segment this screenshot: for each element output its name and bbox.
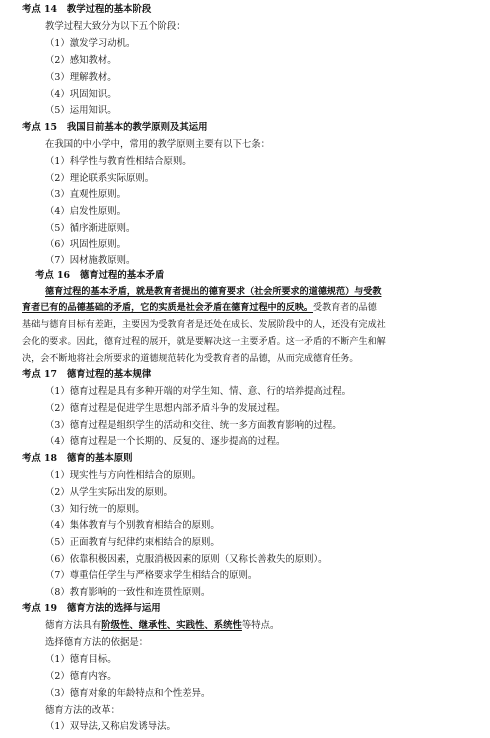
paragraph-line: 会化的要求。因此，德育过程的展开，就是要解决这一主要矛盾。这一矛盾的不断产生和解 [22,337,386,347]
heading-number: 考点 19 [22,603,58,614]
list-item: （4）巩固知识。 [45,89,117,100]
list-item: （5）正面教育与纪律约束相结合的原则。 [45,537,220,548]
list-item: （6）巩固性原则。 [45,239,126,250]
heading-number: 考点 17 [22,369,58,380]
heading-title: 德育的基本原则 [66,453,133,464]
list-item: （3）直观性原则。 [45,189,126,200]
paragraph-line [22,300,488,316]
section-heading-16 [35,268,490,284]
list-item: （2）感知教材。 [45,55,117,66]
heading-number: 考点 18 [22,453,58,464]
list-item: （5）循序渐进原则。 [45,223,136,234]
heading-number: 考点 15 [22,122,58,133]
list-item: （1）科学性与教育性相结合原则。 [45,156,192,167]
list-item: （4）德育过程是一个长期的、反复的、逐步提高的过程。 [45,436,286,447]
paragraph: 选择德育方法的依据是： [45,637,149,648]
heading-title: 教学过程的基本阶段 [66,4,152,15]
section-heading-19 [22,601,490,617]
heading-title: 德育方法的选择与运用 [66,603,161,614]
list-item: （3）德育过程是组织学生的活动和交往、统一多方面教育影响的过程。 [45,420,342,431]
list-item: （3）知行统一的原则。 [45,504,145,515]
list-item: （1）激发学习动机。 [45,38,136,49]
paragraph: 德育方法的改革： [45,705,121,716]
section-heading-14 [22,2,490,18]
paragraph-line: 基础与德育目标有差距，主要因为受教育者是还处在成长、发展阶段中的人，还没有完成社 [22,320,386,330]
list-item: （2）从学生实际出发的原则。 [45,487,173,498]
paragraph-text: 受教育者的品德 [313,303,377,313]
section-heading-17 [22,367,490,383]
heading-title: 德育过程的基本规律 [66,369,152,380]
list-item: （7）尊重信任学生与严格要求学生相结合的原则。 [45,570,258,581]
list-item: （3）德育对象的年龄特点和个性差异。 [45,688,211,699]
section-heading-15 [22,120,490,136]
section-heading-18 [22,451,490,467]
list-item: （7）因材施教原则。 [45,255,136,266]
heading-number: 考点 14 [22,4,58,15]
heading-title: 我国目前基本的教学原则及其运用 [66,122,208,133]
list-item: （1）德育过程是具有多种开端的对学生知、情、意、行的培养提高过程。 [45,386,351,397]
list-item: （1）双导法,又称启发诱导法。 [45,721,176,732]
paragraph-text: 德育方法具有 [45,620,102,631]
list-item: （2）德育过程是促进学生思想内部矛盾斗争的发展过程。 [45,403,286,414]
emphasis-text: 育者已有的品德基础的矛盾，它的实质是社会矛盾在德育过程中的反映。 [22,302,314,313]
list-item: （1）德育目标。 [45,654,117,665]
heading-title: 德育过程的基本矛盾 [79,270,165,281]
paragraph-line [45,618,490,634]
list-item: （4）启发性原则。 [45,206,126,217]
paragraph-text: 等特点。 [241,620,280,631]
emphasis-text: 阶级性、继承性、实践性、系统性 [101,620,242,631]
paragraph: 在我国的中小学中，常用的教学原则主要有以下七条： [45,139,271,150]
paragraph-line: 决，会不断地将社会所要求的道德规范转化为受教育者的品德，从而完成德育任务。 [22,354,359,364]
list-item: （2）理论联系实际原则。 [45,173,155,184]
list-item: （2）德育内容。 [45,671,117,682]
heading-number: 考点 16 [35,270,71,281]
list-item: （3）理解教材。 [45,72,117,83]
emphasis-text: 德育过程的基本矛盾，就是教育者提出的德育要求（社会所要求的道德规范）与受教 [45,286,382,297]
list-item: （6）依靠积极因素，克服消极因素的原则（又称长善救失的原则）。 [45,554,328,565]
list-item: （1）现实性与方向性相结合的原则。 [45,470,201,481]
list-item: （5）运用知识。 [45,105,117,116]
list-item: （8）教育影响的一致性和连贯性原则。 [45,587,211,598]
list-item: （4）集体教育与个别教育相结合的原则。 [45,520,220,531]
paragraph: 教学过程大致分为以下五个阶段： [45,21,186,32]
